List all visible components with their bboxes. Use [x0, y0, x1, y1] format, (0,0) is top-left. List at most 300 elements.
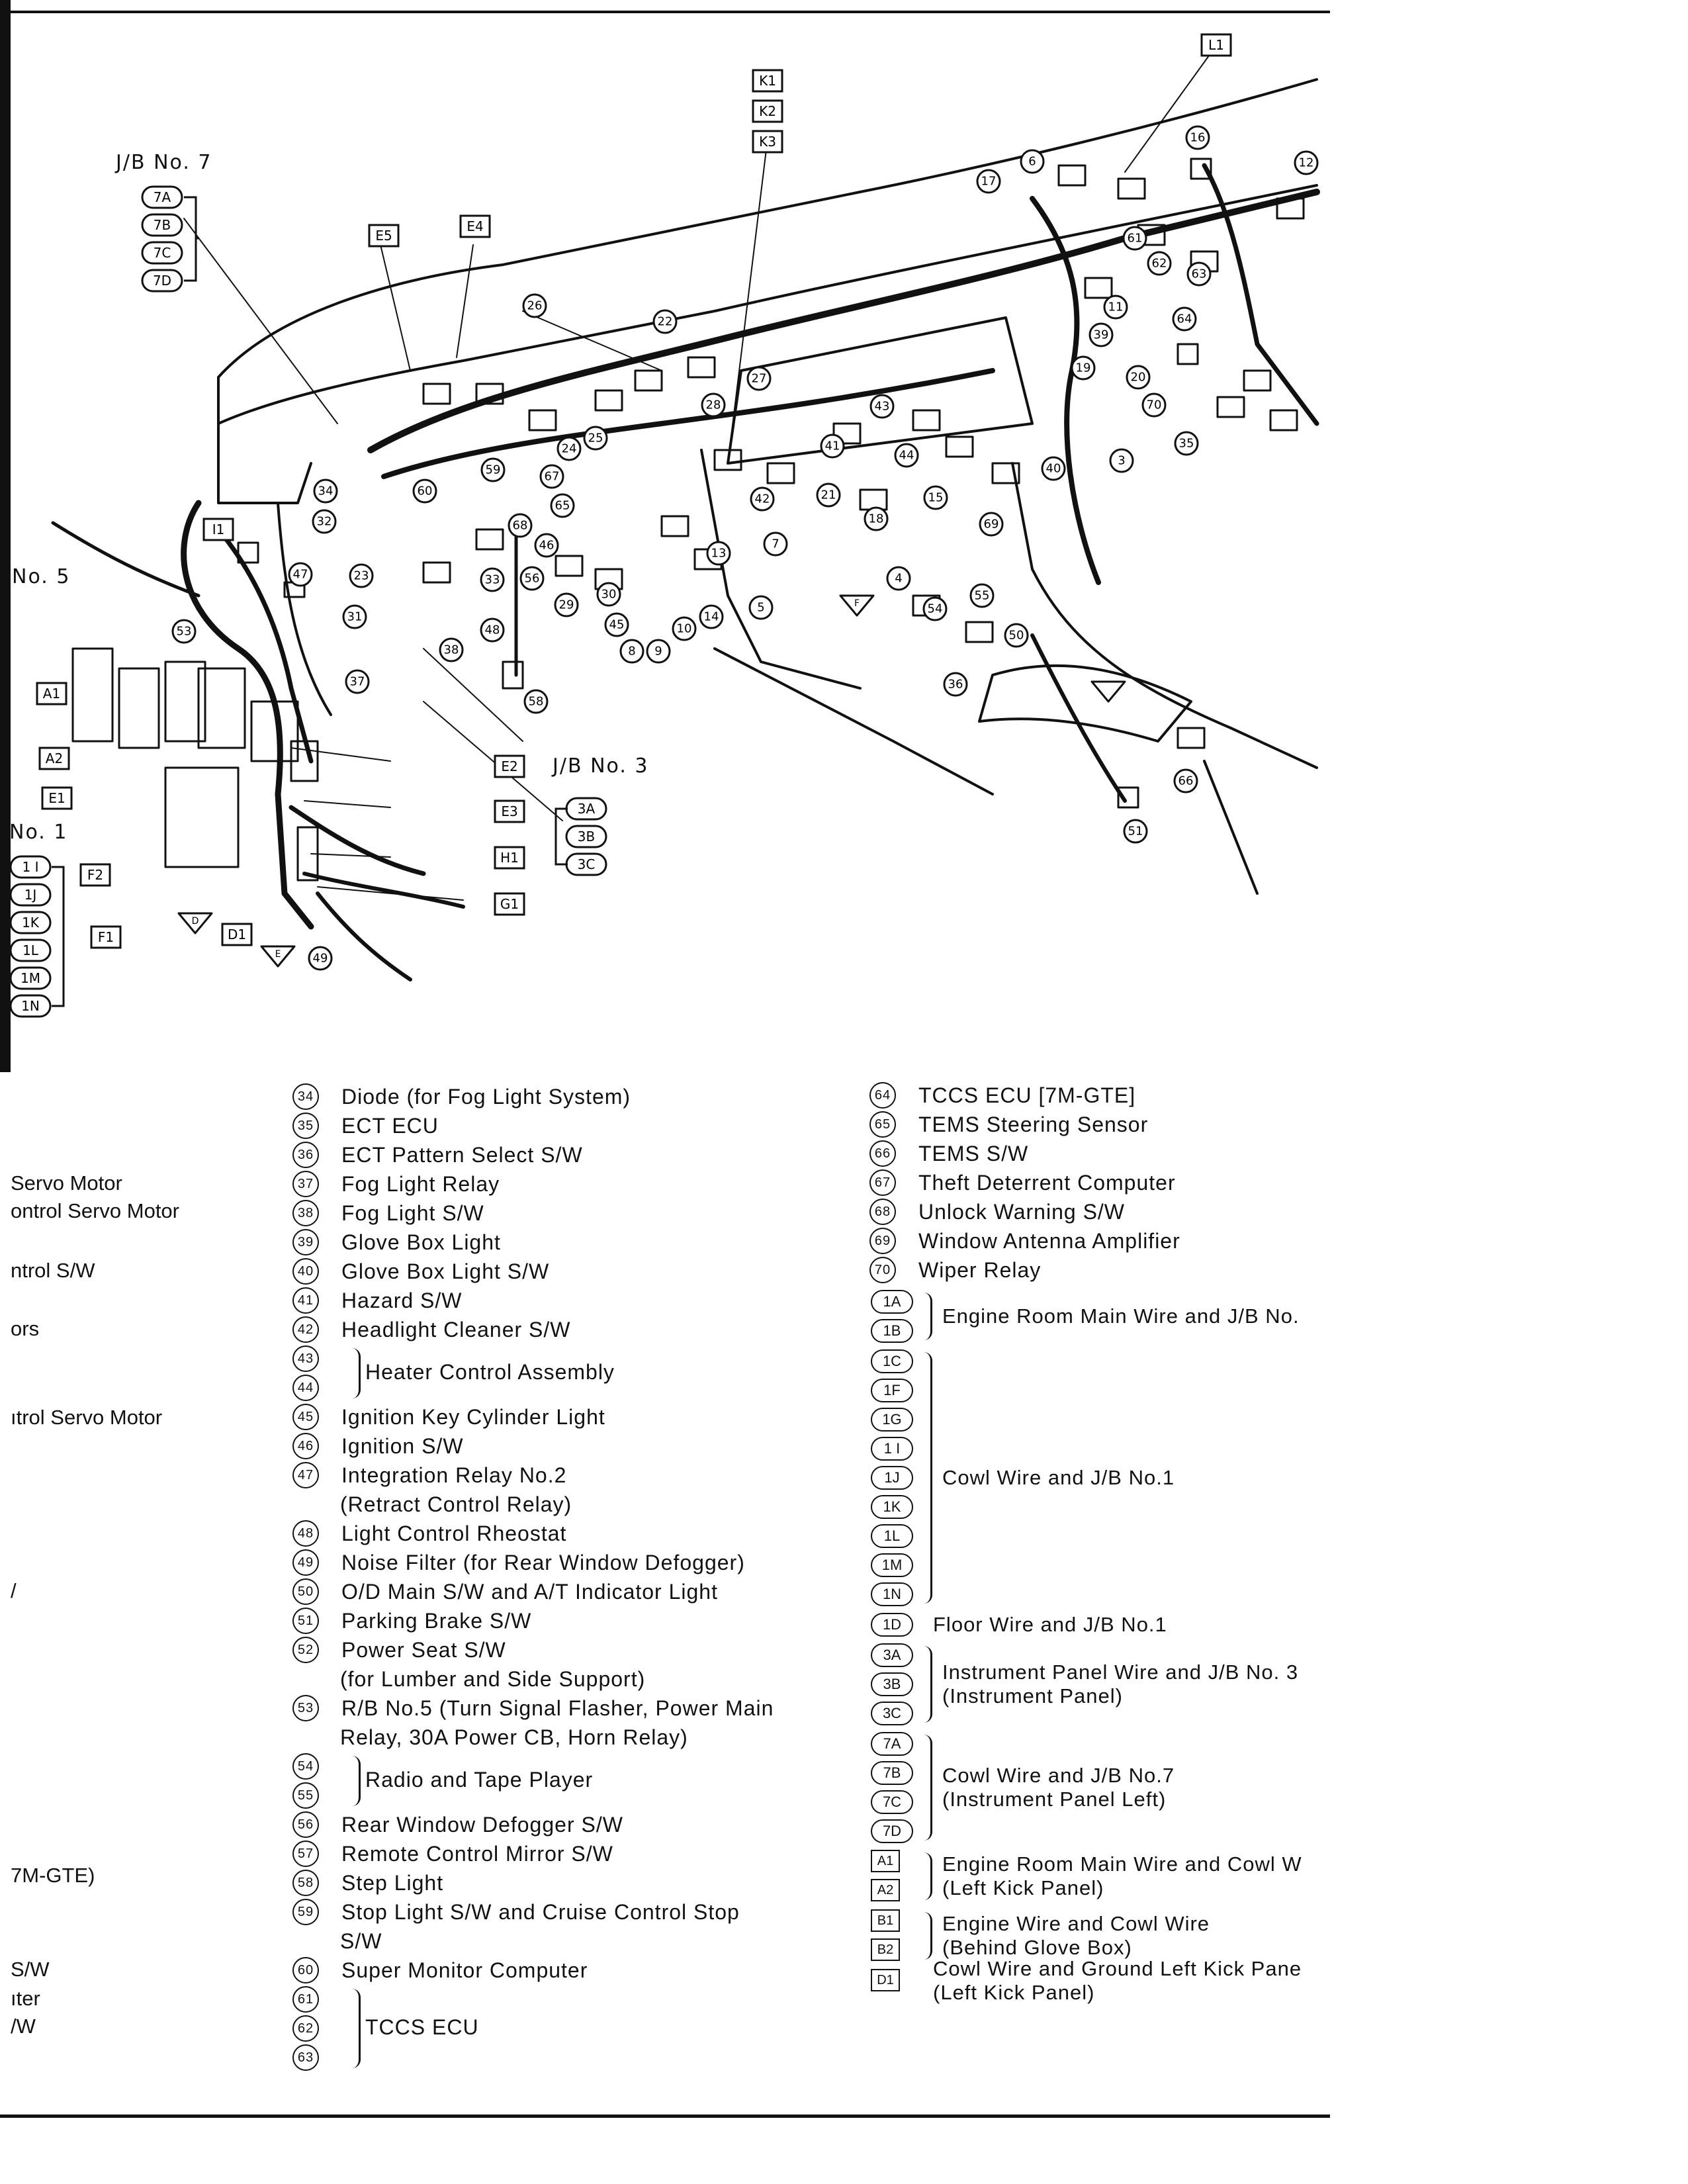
legend-row [292, 1810, 774, 1839]
callout-number: 16 [1190, 130, 1206, 145]
connector-box-label: D1 [227, 927, 247, 942]
callout-49 [309, 947, 332, 970]
tag-label: 7A [153, 189, 171, 205]
legend-row [292, 1461, 774, 1490]
legend-text: Super Monitor Computer [341, 1958, 588, 1982]
legend-group-line1: Engine Wire and Cowl Wire [942, 1912, 1210, 1935]
legend-row [292, 1723, 774, 1752]
callout-number: 12 [1298, 156, 1314, 170]
connector-box-label: G1 [500, 896, 519, 912]
legend-row [292, 1169, 774, 1199]
callout-number: 69 [983, 517, 999, 531]
ground-point-label: E [275, 949, 281, 960]
legend-text: Integration Relay No.2 [341, 1463, 567, 1487]
legend-group-tccs: TCCS ECU [365, 2015, 479, 2039]
tag-label: 1 I [22, 859, 39, 875]
callout-7 [764, 533, 787, 555]
legend-group-text [942, 1912, 1210, 1960]
callout-66 [1175, 770, 1197, 792]
legend-left-fragment: Servo Motor [11, 1171, 122, 1195]
legend-number: 52 [292, 1637, 319, 1663]
legend-number: 69 [869, 1228, 896, 1254]
tag-label: 7D [152, 273, 172, 289]
callout-41 [821, 435, 844, 457]
legend-tag-1c: 1C [871, 1349, 913, 1373]
legend-number: 41 [292, 1287, 319, 1314]
bottom-rule [0, 2115, 1330, 2118]
connector-box-i1 [204, 519, 233, 540]
jb7-tag-7d [142, 270, 182, 291]
legend-text: ECT Pattern Select S/W [341, 1143, 583, 1167]
jb1-tag-1j [11, 884, 50, 905]
callout-number: 34 [318, 484, 333, 498]
connector-box-e5 [369, 225, 398, 246]
legend-text: Step Light [341, 1871, 444, 1895]
callout-53 [173, 620, 195, 643]
legend-tag-1m: 1M [871, 1553, 913, 1577]
callout-68 [509, 514, 531, 537]
connector-box-a2 [40, 748, 69, 769]
legend-tag-a1: A1 [871, 1850, 900, 1872]
legend-row [292, 2043, 774, 2072]
legend-row [292, 1432, 774, 1461]
legend-number: 46 [292, 1433, 319, 1459]
legend-row [292, 1286, 774, 1315]
legend-right-brace [924, 1912, 932, 1960]
legend-text: Glove Box Light S/W [341, 1259, 550, 1283]
callout-number: 59 [485, 463, 501, 477]
legend-number: 37 [292, 1171, 319, 1197]
callout-number: 56 [524, 571, 540, 586]
callout-28 [702, 394, 725, 416]
legend-row [292, 1839, 774, 1868]
callout-20 [1127, 366, 1149, 388]
legend-text: Wiper Relay [918, 1258, 1042, 1282]
legend-left-fragment: /W [11, 2015, 36, 2038]
legend-tag-d1: D1 [871, 1969, 900, 1991]
callout-number: 60 [417, 484, 433, 498]
legend-text: Stop Light S/W and Cruise Control Stop [341, 1900, 740, 1924]
callout-number: 27 [751, 371, 767, 386]
callout-number: 39 [1093, 328, 1109, 342]
jb1-tag-1k [11, 912, 50, 933]
legend-number: 60 [292, 1957, 319, 1983]
legend-group-text [942, 1304, 1300, 1328]
legend-group-heater: Heater Control Assembly [365, 1360, 615, 1384]
legend-number: 70 [869, 1257, 896, 1283]
legend-text: Rear Window Defogger S/W [341, 1813, 623, 1837]
legend-row [292, 1199, 774, 1228]
legend-row [292, 1111, 774, 1140]
connector-box-label: A2 [45, 751, 64, 766]
callout-50 [1005, 624, 1028, 647]
callout-40 [1042, 457, 1065, 480]
legend-number: 49 [292, 1549, 319, 1576]
legend-group-line2: (Behind Glove Box) [942, 1936, 1132, 1959]
legend-number: 44 [292, 1375, 319, 1401]
legend-number: 50 [292, 1578, 319, 1605]
legend-brace-radio [352, 1756, 361, 1806]
jb3-tag-3b [566, 826, 606, 847]
callout-6 [1021, 150, 1044, 173]
callout-number: 30 [601, 587, 617, 602]
connector-box-label: K1 [759, 73, 776, 89]
legend-text: TEMS Steering Sensor [918, 1113, 1149, 1136]
legend-right-brace [924, 1735, 932, 1841]
tag-label: 1K [22, 915, 39, 931]
callout-number: 5 [757, 600, 765, 615]
legend-number: 66 [869, 1140, 896, 1167]
tag-label: 3A [577, 801, 596, 817]
legend-row [869, 1139, 1180, 1168]
legend-text: Noise Filter (for Rear Window Defogger) [341, 1551, 745, 1574]
callout-number: 26 [527, 298, 543, 313]
legend-right-column [869, 1081, 1180, 1285]
callout-number: 70 [1146, 398, 1162, 412]
legend-number: 68 [869, 1199, 896, 1225]
ground-triangle-f2 [1092, 682, 1125, 702]
callout-number: 3 [1118, 453, 1126, 468]
legend-text: Parking Brake S/W [341, 1609, 532, 1633]
callout-number: 48 [484, 623, 500, 637]
callout-37 [346, 670, 369, 693]
callout-47 [289, 563, 312, 586]
callout-number: 6 [1028, 154, 1036, 169]
callout-number: 54 [927, 602, 943, 616]
callout-number: 65 [555, 498, 570, 513]
callout-number: 43 [874, 399, 890, 414]
legend-row [292, 1956, 774, 1985]
legend-tag-3c: 3C [871, 1702, 913, 1725]
legend-group-line1: Floor Wire and J/B No.1 [933, 1613, 1167, 1636]
legend-number: 34 [292, 1083, 319, 1110]
legend-text: Theft Deterrent Computer [918, 1171, 1176, 1195]
legend-number: 35 [292, 1113, 319, 1139]
callout-62 [1148, 252, 1171, 275]
jb1-tag-1m [11, 968, 50, 989]
legend-row [292, 1519, 774, 1548]
legend-tag-3a: 3A [871, 1643, 913, 1667]
cowl-harness [291, 807, 423, 874]
callout-number: 44 [899, 448, 914, 463]
callout-34 [314, 480, 337, 502]
legend-group-text [942, 1852, 1302, 1900]
callout-number: 55 [974, 588, 990, 603]
connector-box-label: I1 [212, 522, 225, 537]
legend-tag-7d: 7D [871, 1819, 913, 1843]
callout-number: 22 [657, 314, 673, 329]
jb7-tag-7b [142, 214, 182, 236]
legend-text: TEMS S/W [918, 1142, 1029, 1165]
callout-56 [521, 567, 543, 590]
connector-box-label: E5 [375, 228, 392, 244]
callout-number: 53 [176, 624, 192, 639]
callout-15 [924, 486, 947, 509]
callout-63 [1188, 263, 1210, 285]
connector-box-a1 [37, 683, 66, 704]
legend-row [292, 1985, 774, 2014]
legend-number: 40 [292, 1258, 319, 1285]
legend-group-text [942, 1661, 1298, 1708]
callout-51 [1124, 820, 1147, 842]
legend-number: 43 [292, 1345, 319, 1372]
callout-21 [817, 484, 840, 506]
callout-44 [895, 444, 918, 467]
tag-label: 1J [24, 887, 37, 903]
legend-row [869, 1081, 1180, 1110]
callout-number: 58 [528, 694, 544, 709]
legend-left-fragment: ors [11, 1317, 40, 1340]
legend-row [292, 1664, 774, 1694]
jb1-tag-1n [11, 995, 50, 1017]
legend-tag-1i: 1 I [871, 1437, 913, 1461]
connector-box-k1 [753, 70, 782, 91]
legend-row [292, 1694, 774, 1723]
legend-row [292, 1490, 774, 1519]
connector-box-e2 [495, 756, 524, 777]
legend-row [292, 1606, 774, 1635]
callout-48 [481, 619, 504, 641]
legend-left-fragment: 7M-GTE) [11, 1864, 95, 1887]
legend-row [292, 1402, 774, 1432]
callout-25 [584, 427, 607, 449]
legend-right-brace [924, 1293, 932, 1340]
legend-middle-column [292, 1082, 774, 2072]
legend-number: 47 [292, 1462, 319, 1488]
legend-text: (Retract Control Relay) [340, 1492, 572, 1516]
jb7-bracket [184, 197, 199, 281]
legend-left-fragment: ntrol S/W [11, 1259, 95, 1282]
legend-tag-7a: 7A [871, 1732, 913, 1756]
callout-39 [1090, 324, 1112, 346]
callout-45 [605, 614, 628, 636]
legend-tag-1b: 1B [871, 1319, 913, 1343]
callout-number: 4 [895, 571, 903, 586]
legend-number: 55 [292, 1782, 319, 1809]
legend-group-line2: (Left Kick Panel) [933, 1981, 1095, 2004]
legend-row [292, 1257, 774, 1286]
callout-36 [944, 673, 967, 696]
legend-left-fragment: / [11, 1579, 17, 1602]
legend-tag-1k: 1K [871, 1495, 913, 1519]
legend-row [292, 1548, 774, 1577]
legend-number: 58 [292, 1870, 319, 1896]
callout-54 [924, 598, 946, 620]
legend-group-line2: (Instrument Panel) [942, 1684, 1123, 1707]
callout-46 [535, 534, 558, 557]
callout-number: 9 [654, 644, 662, 659]
legend-text: O/D Main S/W and A/T Indicator Light [341, 1580, 718, 1604]
callout-13 [707, 542, 730, 565]
legend-number: 59 [292, 1899, 319, 1925]
callout-43 [871, 395, 893, 418]
connector-box-k3 [753, 131, 782, 152]
legend-row [869, 1226, 1180, 1255]
legend-row [869, 1168, 1180, 1197]
legend-text: Power Seat S/W [341, 1638, 506, 1662]
callout-number: 29 [558, 598, 574, 612]
legend-group-line1: Cowl Wire and J/B No.7 [942, 1764, 1175, 1787]
legend-number: 63 [292, 2044, 319, 2071]
legend-number: 38 [292, 1200, 319, 1226]
callout-number: 64 [1177, 312, 1192, 326]
legend-text: Window Antenna Amplifier [918, 1229, 1180, 1253]
connector-box-f1 [91, 927, 120, 948]
legend-tag-a2: A2 [871, 1879, 900, 1901]
callout-61 [1124, 227, 1146, 250]
connector-box-label: E1 [48, 790, 66, 806]
wire-down-left [318, 893, 410, 979]
callout-number: 23 [353, 569, 369, 583]
callout-number: 68 [512, 518, 528, 533]
connector-box-label: K2 [759, 103, 776, 119]
jb7-tag-7a [142, 187, 182, 208]
tag-label: 1M [21, 970, 40, 986]
dash-front-edge [218, 185, 1317, 424]
legend-brace-heater [352, 1348, 361, 1398]
connector-box-h1 [495, 847, 524, 868]
legend-number: 53 [292, 1695, 319, 1721]
legend-tag-1a: 1A [871, 1290, 913, 1314]
tag-label: 7B [153, 217, 171, 233]
legend-text: Unlock Warning S/W [918, 1200, 1125, 1224]
callout-number: 7 [772, 537, 779, 551]
callout-number: 62 [1151, 256, 1167, 271]
connector-box-k2 [753, 101, 782, 122]
callout-32 [313, 510, 335, 533]
legend-group-radio: Radio and Tape Player [365, 1768, 594, 1792]
legend-text: Ignition S/W [341, 1434, 464, 1458]
jb3-tag-3c [566, 854, 606, 875]
legend-number: 64 [869, 1082, 896, 1109]
legend-row [292, 1868, 774, 1897]
callout-67 [541, 465, 563, 488]
legend-group-text [933, 1957, 1302, 2005]
callout-31 [343, 606, 366, 628]
callout-35 [1175, 432, 1198, 455]
legend-row [292, 1635, 774, 1664]
legend-right-brace [924, 1352, 932, 1604]
legend-text: ECT ECU [341, 1114, 439, 1138]
connector-box-label: E3 [501, 803, 518, 819]
callout-number: 31 [347, 610, 363, 624]
callout-number: 35 [1178, 436, 1194, 451]
callout-number: 41 [824, 439, 840, 453]
legend-group-line1: Engine Room Main Wire and J/B No. [942, 1304, 1300, 1328]
connector-box-l1 [1202, 34, 1231, 56]
shift-console [979, 666, 1191, 741]
connector-box-f2 [81, 864, 110, 886]
legend-group-text [942, 1764, 1175, 1811]
callout-number: 24 [561, 441, 577, 456]
callout-number: 10 [676, 621, 692, 636]
callout-number: 15 [928, 490, 944, 505]
connector-box-label: F1 [97, 929, 114, 945]
jb7-label: J/B No. 7 [116, 151, 212, 174]
connector-box-label: H1 [500, 850, 519, 866]
callout-12 [1295, 152, 1317, 174]
callout-17 [977, 170, 1000, 193]
legend-text: Fog Light S/W [341, 1201, 484, 1225]
callout-number: 8 [628, 644, 636, 659]
callout-8 [621, 640, 643, 662]
jb3-label: J/B No. 3 [553, 754, 649, 778]
callout-number: 50 [1008, 628, 1024, 643]
callout-33 [481, 569, 504, 591]
callout-number: 20 [1130, 370, 1146, 385]
legend-number: 54 [292, 1753, 319, 1780]
callout-number: 19 [1075, 361, 1091, 375]
legend-group-line2: (Instrument Panel Left) [942, 1788, 1167, 1811]
callout-29 [555, 594, 578, 616]
legend-group-line1: Cowl Wire and J/B No.1 [942, 1466, 1175, 1489]
callout-42 [751, 488, 774, 510]
legend-tag-1d: 1D [871, 1613, 913, 1637]
connector-box-e4 [461, 216, 490, 237]
legend-right-brace [924, 1852, 932, 1900]
callout-number: 14 [703, 610, 719, 624]
legend-left-fragment: S/W [11, 1958, 50, 1981]
callout-14 [700, 606, 723, 628]
tag-label: 1N [21, 998, 40, 1014]
legend-number: 61 [292, 1986, 319, 2013]
callout-number: 51 [1128, 824, 1143, 839]
legend-tag-7c: 7C [871, 1790, 913, 1814]
ground-point-label: D [191, 916, 199, 927]
legend-number: 39 [292, 1229, 319, 1255]
callout-number: 18 [868, 512, 884, 526]
legend-text: Fog Light Relay [341, 1172, 500, 1196]
legend-tag-7b: 7B [871, 1761, 913, 1785]
tag-label: 7C [153, 245, 171, 261]
callout-16 [1186, 126, 1209, 149]
legend-tag-1g: 1G [871, 1408, 913, 1432]
no1-label: No. 1 [9, 821, 68, 844]
callout-23 [350, 565, 373, 587]
callout-number: 49 [312, 951, 328, 966]
legend-row [869, 1197, 1180, 1226]
legend-group-text [933, 1613, 1167, 1637]
legend-text: Headlight Cleaner S/W [341, 1318, 571, 1342]
legend-number: 48 [292, 1520, 319, 1547]
connector-box-d1 [222, 924, 251, 945]
callout-number: 21 [821, 488, 836, 502]
callout-69 [980, 513, 1002, 535]
callout-65 [551, 494, 574, 517]
legend-left-fragment: ontrol Servo Motor [11, 1199, 179, 1222]
legend-row [292, 1577, 774, 1606]
callout-number: 25 [588, 431, 603, 445]
legend-row [292, 1140, 774, 1169]
jb1-tag-1i [11, 856, 50, 878]
legend-row [292, 1897, 774, 1927]
callout-18 [865, 508, 887, 530]
callout-number: 40 [1045, 461, 1061, 476]
legend-number: 51 [292, 1608, 319, 1634]
connector-box-g1 [495, 893, 524, 915]
callout-58 [525, 690, 547, 713]
legend-group-line1: Cowl Wire and Ground Left Kick Pane [933, 1957, 1302, 1980]
callout-number: 32 [316, 514, 332, 529]
legend-text: Diode (for Fog Light System) [341, 1085, 631, 1109]
callout-10 [673, 617, 695, 640]
legend-text: Light Control Rheostat [341, 1522, 567, 1545]
callout-number: 38 [443, 643, 459, 657]
connector-box-label: F2 [87, 867, 104, 883]
connector-box-label: L1 [1208, 37, 1224, 53]
legend-group-line1: Instrument Panel Wire and J/B No. 3 [942, 1661, 1299, 1684]
legend-tag-1f: 1F [871, 1379, 913, 1402]
